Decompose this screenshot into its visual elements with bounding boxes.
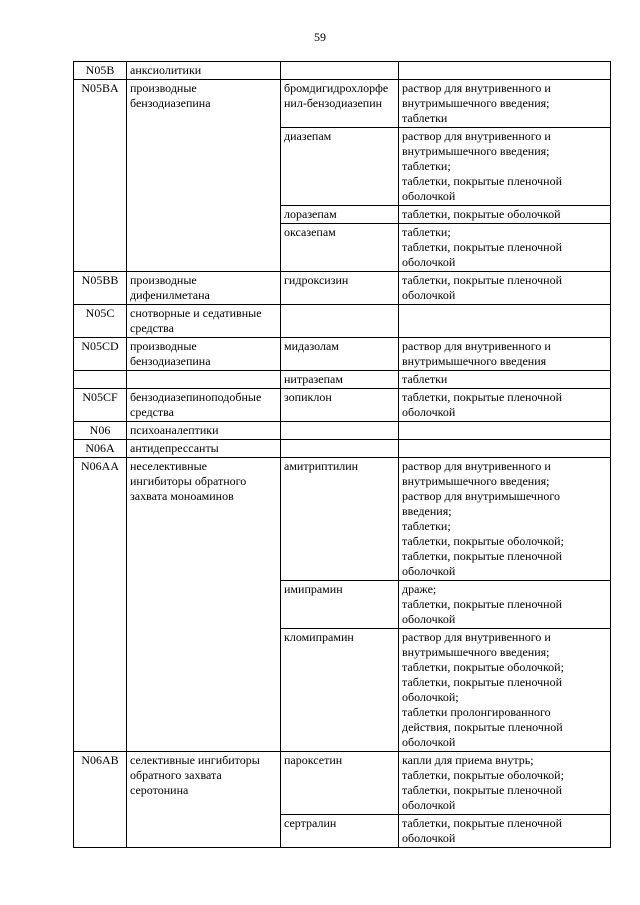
atc-code-cell: N05CD xyxy=(74,338,127,371)
dosage-form-cell xyxy=(399,62,611,80)
dosage-form-cell: раствор для внутривенного и внутримышечного введения; таблетки; таблетки, покрытые пленочной оболочкой xyxy=(399,128,611,206)
atc-code-cell: N05C xyxy=(74,305,127,338)
drug-name-cell: имипрамин xyxy=(281,581,399,629)
drug-name-cell: амитриптилин xyxy=(281,458,399,581)
dosage-form-cell: таблетки xyxy=(399,371,611,389)
drug-name-cell xyxy=(281,305,399,338)
group-name-cell: неселективные ингибиторы обратного захвата моноаминов xyxy=(127,458,281,752)
group-name-cell: анксиолитики xyxy=(127,62,281,80)
table-row xyxy=(74,272,611,305)
atc-code-cell: N05BA xyxy=(74,80,127,272)
table-row xyxy=(74,62,611,80)
dosage-form-cell: драже; таблетки, покрытые пленочной оболочкой xyxy=(399,581,611,629)
atc-code-cell xyxy=(74,371,127,389)
drug-name-cell: бромдигидрохлорфе нил-бензодиазепин xyxy=(281,80,399,128)
dosage-form-cell: таблетки, покрытые пленочной оболочкой xyxy=(399,272,611,305)
page-number: 59 xyxy=(314,30,326,44)
atc-code-cell: N05CF xyxy=(74,389,127,422)
drug-name-cell: лоразепам xyxy=(281,206,399,224)
atc-code-cell: N06AA xyxy=(74,458,127,752)
atc-code-cell: N06 xyxy=(74,422,127,440)
atc-code-cell: N05B xyxy=(74,62,127,80)
drug-name-cell: мидазолам xyxy=(281,338,399,371)
table-row xyxy=(74,440,611,458)
drug-name-cell: пароксетин xyxy=(281,752,399,815)
drug-name-cell: сертралин xyxy=(281,815,399,848)
atc-code-cell: N06AB xyxy=(74,752,127,848)
group-name-cell: производные дифенилметана xyxy=(127,272,281,305)
drug-name-cell: нитразепам xyxy=(281,371,399,389)
group-name-cell: селективные ингибиторы обратного захвата серотонина xyxy=(127,752,281,848)
drug-name-cell xyxy=(281,440,399,458)
table-row xyxy=(74,422,611,440)
dosage-form-cell: таблетки, покрытые пленочной оболочкой xyxy=(399,389,611,422)
dosage-form-cell: капли для приема внутрь; таблетки, покрытые оболочкой; таблетки, покрытые пленочной оболочкой xyxy=(399,752,611,815)
group-name-cell: производные бензодиазепина xyxy=(127,80,281,272)
drug-name-cell xyxy=(281,62,399,80)
dosage-form-cell: раствор для внутривенного и внутримышечного введения; таблетки xyxy=(399,80,611,128)
dosage-form-cell: раствор для внутривенного и внутримышечного введения xyxy=(399,338,611,371)
table-row xyxy=(74,305,611,338)
drug-name-cell xyxy=(281,422,399,440)
table-row xyxy=(74,371,611,389)
table-row xyxy=(74,752,611,815)
group-name-cell: бензодиазепиноподобные средства xyxy=(127,389,281,422)
dosage-form-cell: таблетки, покрытые пленочной оболочкой xyxy=(399,815,611,848)
dosage-form-cell: раствор для внутривенного и внутримышечного введения; таблетки, покрытые оболочкой; таблетки, покрытые пленочной оболочкой; таблетки пролонгированного действия, покрытые пленочной оболочкой xyxy=(399,629,611,752)
drug-name-cell: кломипрамин xyxy=(281,629,399,752)
dosage-form-cell xyxy=(399,422,611,440)
dosage-form-cell xyxy=(399,305,611,338)
drug-name-cell: гидроксизин xyxy=(281,272,399,305)
table-row xyxy=(74,80,611,128)
table-row xyxy=(74,458,611,581)
group-name-cell: антидепрессанты xyxy=(127,440,281,458)
atc-code-cell: N05BB xyxy=(74,272,127,305)
drug-name-cell: диазепам xyxy=(281,128,399,206)
group-name-cell: психоаналептики xyxy=(127,422,281,440)
drug-name-cell: оксазепам xyxy=(281,224,399,272)
table-row xyxy=(74,338,611,371)
group-name-cell: снотворные и седативные средства xyxy=(127,305,281,338)
drug-table xyxy=(73,61,611,848)
group-name-cell xyxy=(127,371,281,389)
dosage-form-cell xyxy=(399,440,611,458)
drug-name-cell: зопиклон xyxy=(281,389,399,422)
group-name-cell: производные бензодиазепина xyxy=(127,338,281,371)
table-row xyxy=(74,389,611,422)
dosage-form-cell: таблетки, покрытые оболочкой xyxy=(399,206,611,224)
dosage-form-cell: раствор для внутривенного и внутримышечного введения; раствор для внутримышечного введения; таблетки; таблетки, покрытые оболочкой; таблетки, покрытые пленочной оболочкой xyxy=(399,458,611,581)
atc-code-cell: N06A xyxy=(74,440,127,458)
dosage-form-cell: таблетки; таблетки, покрытые пленочной оболочкой xyxy=(399,224,611,272)
